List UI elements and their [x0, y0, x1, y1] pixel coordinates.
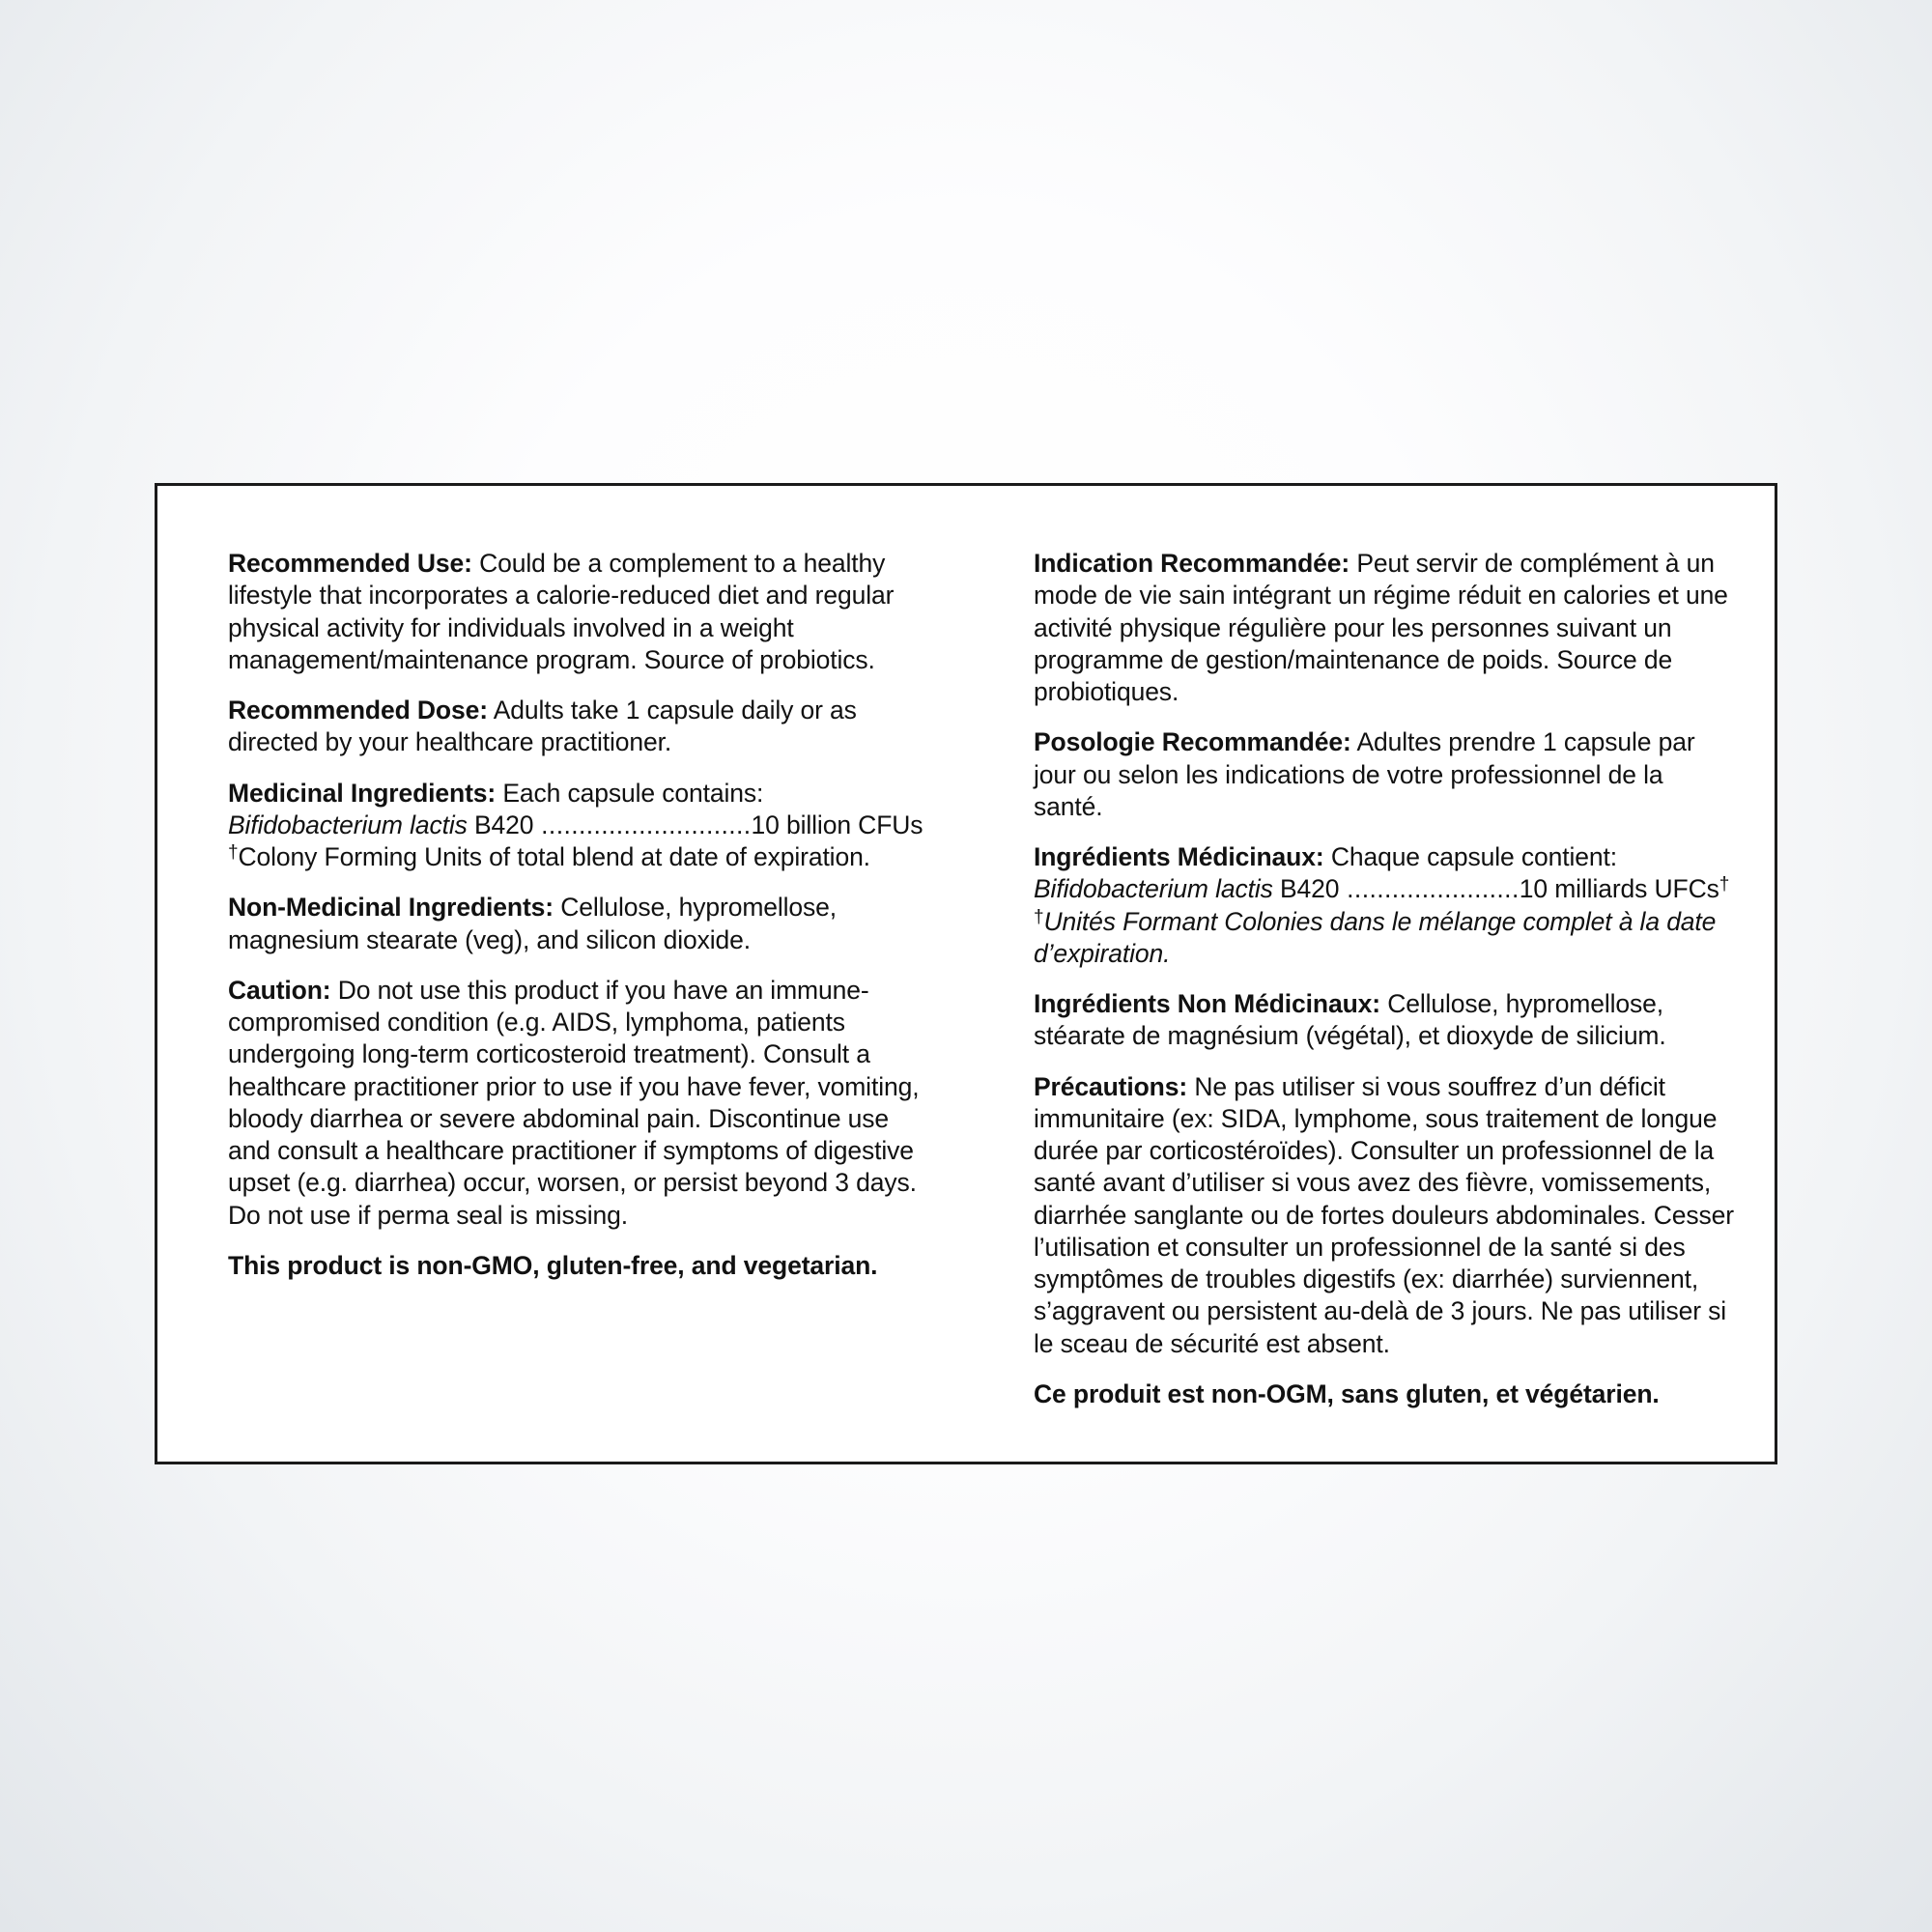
claim-text-fr: Ce produit est non-OGM, sans gluten, et végétarien. — [1034, 1378, 1660, 1408]
medicinal-ingredients-label-en: Medicinal Ingredients: — [228, 778, 497, 808]
non-medicinal-text-fr: Cellulose, hypromellose, stéarate de magnésium (végétal), et dioxyde de silicium. — [1034, 989, 1666, 1051]
recommended-use-text-en: Could be a complement to a healthy lifestyle that incorporates a calorie-reduced diet and regular physical activity for individuals involved in a weight management/maintenance program. Source of probiotics. — [228, 549, 895, 674]
non-medicinal-block-fr — [1034, 988, 1739, 1053]
medicinal-ingredients-text-fr: Chaque capsule contient: — [1323, 842, 1618, 871]
non-medicinal-label-fr: Ingrédients Non Médicinaux: — [1034, 989, 1380, 1018]
medicinal-ingredients-block-fr — [1034, 841, 1739, 970]
claim-block-en — [228, 1250, 927, 1282]
non-medicinal-text-en: Cellulose, hypromellose, magnesium stearate (veg), and silicon dioxide. — [228, 893, 838, 954]
dot-leader-fr: ....................... — [1339, 874, 1520, 904]
label-columns — [228, 548, 1734, 1442]
recommended-use-block-fr — [1034, 548, 1739, 708]
footnote-dagger-en: † — [228, 842, 239, 863]
non-medicinal-label-en: Non-Medicinal Ingredients: — [228, 893, 554, 923]
caution-text-en: Do not use this product if you have an immune-compromised condition (e.g. AIDS, lymphoma, patients undergoing long-term corticosteroid treatment). Consult a healthcare practitioner prior to use if you have fever, vomiting, bloody diarrhea or severe abdominal pain. Discontinue use and consult a healthcare practitioner if symptoms of digestive upset (e.g. diarrhea) occur, worsen, or persist beyond 3 days. Do not use if perma seal is missing. — [228, 975, 920, 1230]
recommended-dose-text-fr: Adultes prendre 1 capsule par jour ou selon les indications de votre professionnel de la santé. — [1034, 727, 1695, 821]
strain-name-en: Bifidobacterium lactis — [228, 810, 468, 839]
claim-text-en: This product is non-GMO, gluten-free, and vegetarian. — [228, 1250, 878, 1280]
non-medicinal-block-en — [228, 892, 927, 956]
caution-text-fr: Ne pas utiliser si vous souffrez d’un déficit immunitaire (ex: SIDA, lymphome, sous traitement de longue durée par corticostéroïdes). Consulter un professionnel de la santé avant d’utiliser si vous avez des fièvre, vomissements, diarrhée sanglante ou de fortes douleurs abdominales. Cesser l’utilisation et consulter un professionnel de la santé si des symptômes de troubles digestifs (ex: diarrhée) surviennent, s’aggravent ou persistent au-delà de 3 jours. Ne pas utiliser si le sceau de sécurité est absent. — [1034, 1071, 1734, 1358]
caution-block-en — [228, 975, 927, 1232]
dot-leader-en: ............................ — [533, 810, 752, 839]
strain-amount-fr: 10 milliards UFCs — [1519, 874, 1719, 904]
caution-label-fr: Précautions: — [1034, 1071, 1188, 1101]
claim-block-fr — [1034, 1378, 1739, 1410]
medicinal-ingredients-block-en — [228, 778, 927, 874]
medicinal-ingredients-text-en: Each capsule contains: — [496, 778, 764, 808]
recommended-use-label-fr: Indication Recommandée: — [1034, 549, 1350, 578]
recommended-dose-label-fr: Posologie Recommandée: — [1034, 727, 1351, 757]
caution-label-en: Caution: — [228, 975, 331, 1005]
footnote-text-en: Colony Forming Units of total blend at date of expiration. — [238, 842, 870, 871]
strain-code-en: B420 — [467, 810, 534, 839]
recommended-use-block-en — [228, 548, 927, 676]
english-column — [228, 548, 927, 1442]
medicinal-ingredients-label-fr: Ingrédients Médicinaux: — [1034, 842, 1324, 871]
strain-amount-dagger-fr: † — [1719, 874, 1730, 895]
recommended-use-text-fr: Peut servir de complément à un mode de vie sain intégrant un régime réduit en calories et une activité physique régulière pour les personnes suivant un programme de gestion/maintenance de poids. Source de probiotiques. — [1034, 549, 1728, 706]
supplement-label-panel — [155, 483, 1777, 1464]
recommended-dose-block-fr — [1034, 726, 1739, 823]
recommended-dose-block-en — [228, 695, 927, 759]
strain-code-fr: B420 — [1272, 874, 1340, 904]
strain-amount-en: 10 billion CFUs — [751, 810, 923, 839]
strain-name-fr: Bifidobacterium lactis — [1034, 874, 1273, 904]
caution-block-fr — [1034, 1071, 1739, 1360]
recommended-dose-text-en: Adults take 1 capsule daily or as directed by your healthcare practitioner. — [228, 696, 857, 757]
french-column — [1034, 548, 1739, 1442]
recommended-dose-label-en: Recommended Dose: — [228, 696, 488, 724]
recommended-use-label-en: Recommended Use: — [228, 549, 472, 578]
footnote-text-fr: Unités Formant Colonies dans le mélange complet à la date d’expiration. — [1034, 906, 1717, 968]
footnote-dagger-fr: † — [1034, 906, 1044, 927]
